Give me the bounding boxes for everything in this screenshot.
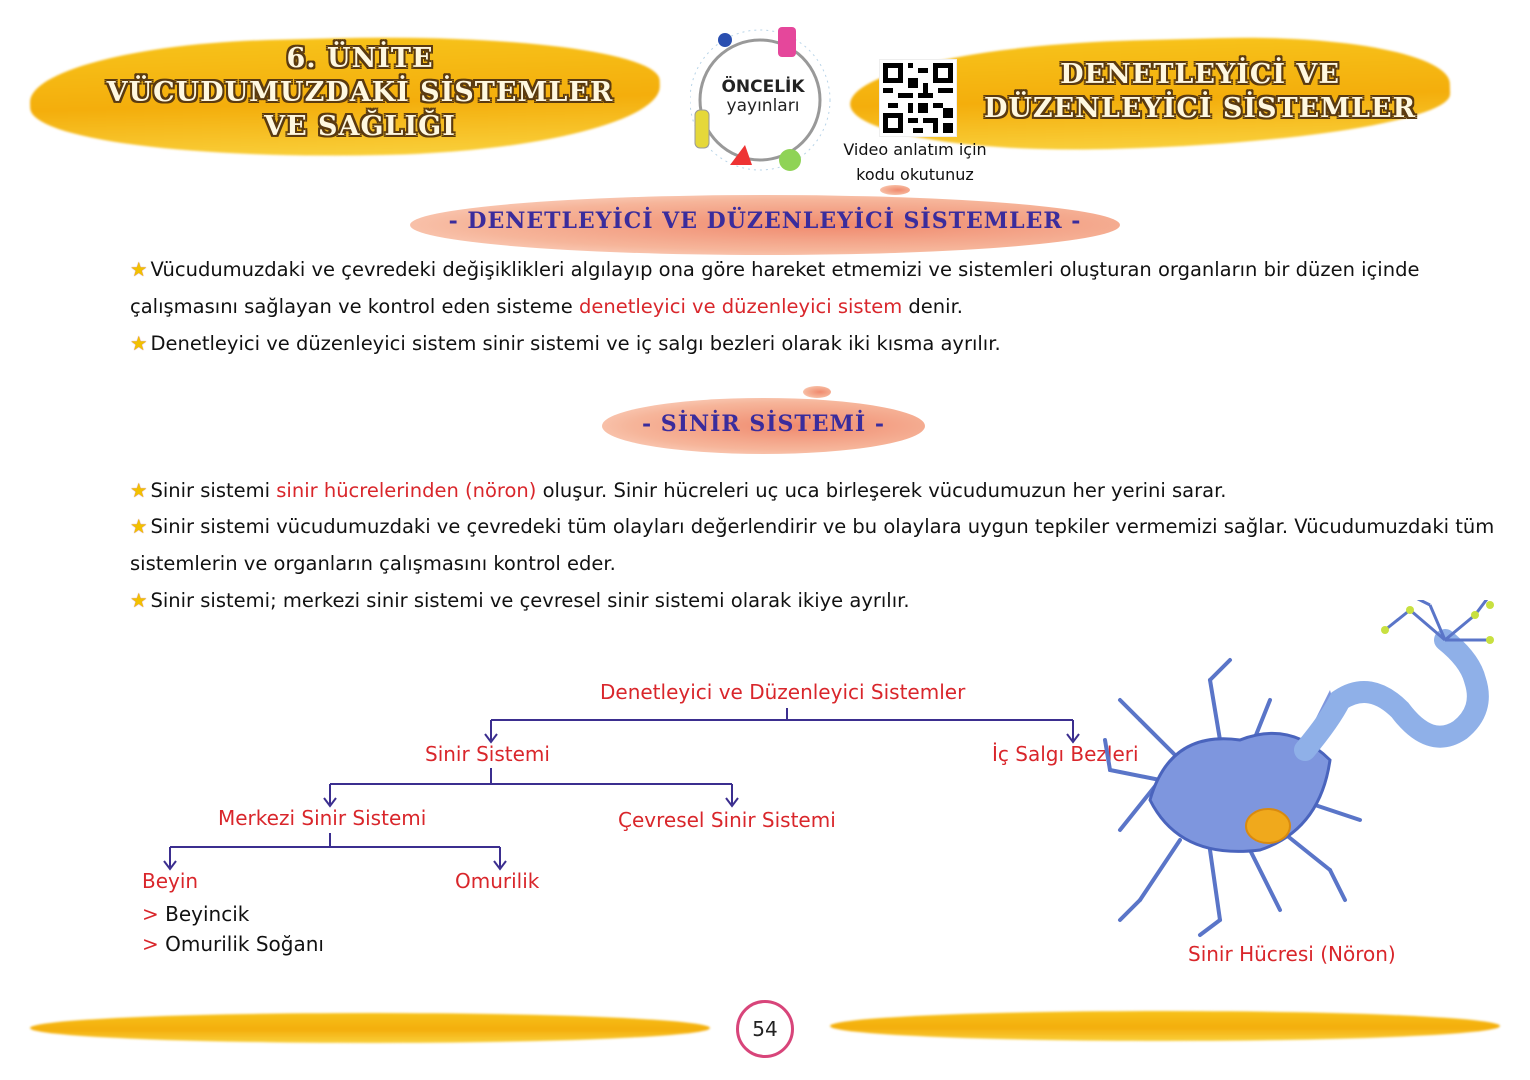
text: Sinir sistemi; merkezi sinir sistemi ve çevresel sinir sistemi olarak ikiye ayrılır. <box>150 589 910 612</box>
unit-title-line: VÜCUDUMUZDAKİ SİSTEMLER <box>106 77 614 108</box>
star-bullet-icon: ★ <box>130 589 148 612</box>
text: oluşur. Sinir hücreleri uç uca birleşerek vücudumuzun her yerini sarar. <box>536 479 1227 502</box>
section-title-sinir-sistemi: - SİNİR SİSTEMİ - <box>642 411 885 437</box>
footer-brush-right <box>830 1011 1500 1041</box>
unit-title-line: VE SAĞLIĞI <box>264 111 456 142</box>
topic-title-line: DENETLEYİCİ VE <box>1060 59 1340 90</box>
tree-node-cevresel: Çevresel Sinir Sistemi <box>618 808 836 832</box>
qr-caption-line: kodu okutunuz <box>856 165 974 184</box>
neuron-illustration <box>1100 600 1500 940</box>
text: Vücudumuzdaki ve çevredeki değişiklikleri algılayıp ona göre hareket etmemizi ve sistemleri oluşturan organların bir düzen içinde çalışmasını sağlayan ve kontrol eden sisteme <box>130 258 1420 318</box>
tree-node-beyin: Beyin <box>142 869 199 893</box>
tree-leaf-beyincik <box>142 902 249 926</box>
text: Sinir sistemi <box>150 479 277 502</box>
star-bullet-icon: ★ <box>130 479 148 502</box>
star-bullet-icon: ★ <box>130 515 148 538</box>
chevron-right-icon: > <box>142 932 159 956</box>
neuron-caption: Sinir Hücresi (Nöron) <box>1188 942 1396 966</box>
footer-brush-left <box>30 1013 710 1043</box>
tree-leaf-omurilik-sogani <box>142 932 324 956</box>
section-title-denetleyici: - DENETLEYİCİ VE DÜZENLEYİCİ SİSTEMLER - <box>448 208 1082 234</box>
tree-node-root: Denetleyici ve Düzenleyici Sistemler <box>600 680 966 704</box>
topic-title-line: DÜZENLEYİCİ SİSTEMLER <box>983 93 1417 124</box>
tree-node-omurilik: Omurilik <box>455 869 540 893</box>
tree-node-merkezi: Merkezi Sinir Sistemi <box>218 806 427 830</box>
nucleus-icon <box>1246 809 1290 843</box>
tree-node-ic-salgi: İç Salgı Bezleri <box>992 742 1139 766</box>
highlight-text: sinir hücrelerinden (nöron) <box>276 479 537 502</box>
star-bullet-icon: ★ <box>130 258 148 281</box>
text: denir. <box>902 295 963 318</box>
page-number: 54 <box>752 1017 778 1041</box>
chevron-right-icon: > <box>142 902 159 926</box>
text: Denetleyici ve düzenleyici sistem sinir sistemi ve iç salgı bezleri olarak iki kısma ayrılır. <box>150 332 1001 355</box>
qr-caption-line: Video anlatım için <box>843 140 987 159</box>
publisher-name: ÖNCELİK <box>721 77 805 97</box>
star-bullet-icon: ★ <box>130 332 148 355</box>
text: Sinir sistemi vücudumuzdaki ve çevredeki tüm olayları değerlendirir ve bu olaylara uygun tepkiler vermemizi sağlar. Vücudumuzdaki tüm sistemlerin ve organların çalışmasını kontrol eder. <box>130 515 1495 575</box>
tree-node-sinir-sistemi: Sinir Sistemi <box>425 742 550 766</box>
leaf-label: Omurilik Soğanı <box>165 932 324 956</box>
unit-title-line: 6. ÜNİTE <box>286 43 434 74</box>
highlight-text: denetleyici ve düzenleyici sistem <box>578 295 903 318</box>
leaf-label: Beyincik <box>165 902 250 926</box>
publisher-subname: yayınları <box>726 96 800 116</box>
page-number-badge <box>736 1000 794 1058</box>
